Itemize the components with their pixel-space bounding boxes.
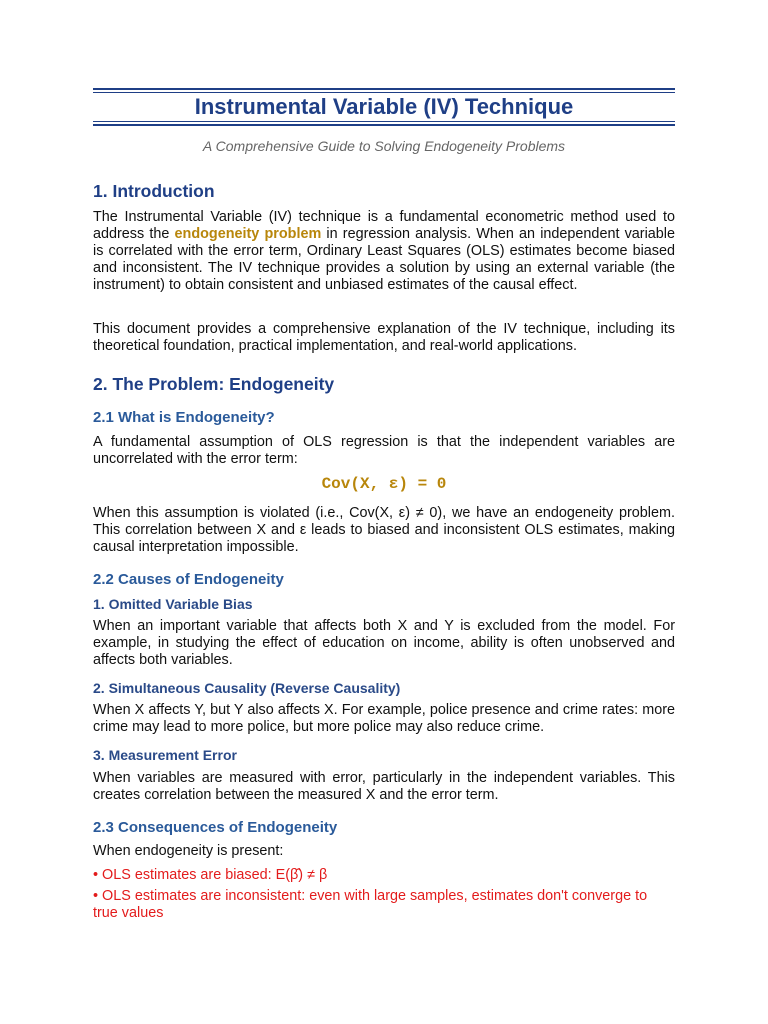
title-rule-bottom: [93, 121, 675, 126]
covariance-formula: Cov(X, ε) = 0: [321, 475, 447, 493]
cause-1-text: When an important variable that affects both X and Y is excluded from the model. For example, in studying the effect of education on income, ability is often unobserved and affects both variables.: [93, 618, 675, 668]
intro-paragraph-2: This document provides a comprehensive explanation of the IV technique, including its theoretical foundation, practical implementation, and real-world applications.: [93, 321, 675, 354]
cause-3-text: When variables are measured with error, particularly in the independent variables. This creates correlation between the measured X and the error term.: [93, 770, 675, 803]
consequences-intro: When endogeneity is present:: [93, 843, 284, 859]
cause-1-heading: 1. Omitted Variable Bias: [93, 596, 253, 612]
consequence-bullet-2: • OLS estimates are inconsistent: even with large samples, estimates don't converge to true values: [93, 888, 648, 921]
intro-paragraph-1: [93, 209, 675, 294]
consequence-bullet-1: • OLS estimates are biased: E(β̂) ≠ β: [93, 867, 328, 883]
subsection-consequences-heading: 2.3 Consequences of Endogeneity: [93, 819, 338, 836]
section-introduction-heading: 1. Introduction: [93, 181, 215, 201]
intro-p1-text-after: in regression analysis. When an independent variable is correlated with the error term, Ordinary Least Squares (OLS) estimates become biased and inconsistent. The IV technique provides a solution by using an external variable (the instrument) to obtain consistent and unbiased estimates of the causal effect.: [93, 226, 676, 293]
what-paragraph-2: When this assumption is violated (i.e., Cov(X, ε) ≠ 0), we have an endogeneity problem. This correlation between X and ε leads to biased and inconsistent OLS estimates, making causal interpretation impossible.: [93, 505, 675, 555]
document-subtitle: A Comprehensive Guide to Solving Endogeneity Problems: [202, 138, 566, 154]
cause-2-text: When X affects Y, but Y also affects X. For example, police presence and crime rates: more crime may lead to more police, but more police may also reduce crime.: [93, 702, 675, 735]
cause-3-heading: 3. Measurement Error: [93, 747, 237, 763]
title-rule-top: [93, 88, 675, 93]
section-endogeneity-heading: 2. The Problem: Endogeneity: [93, 374, 335, 394]
document-title: Instrumental Variable (IV) Technique: [194, 94, 574, 119]
intro-p1-text-before: The Instrumental Variable (IV) technique is a fundamental econometric method used to address the: [93, 209, 675, 242]
intro-p1-highlight: endogeneity problem: [174, 226, 322, 242]
what-paragraph-1: A fundamental assumption of OLS regression is that the independent variables are uncorrelated with the error term:: [93, 434, 675, 467]
subsection-what-is-endogeneity-heading: 2.1 What is Endogeneity?: [93, 409, 275, 426]
cause-2-heading: 2. Simultaneous Causality (Reverse Causality): [93, 680, 401, 696]
subsection-causes-heading: 2.2 Causes of Endogeneity: [93, 571, 284, 588]
